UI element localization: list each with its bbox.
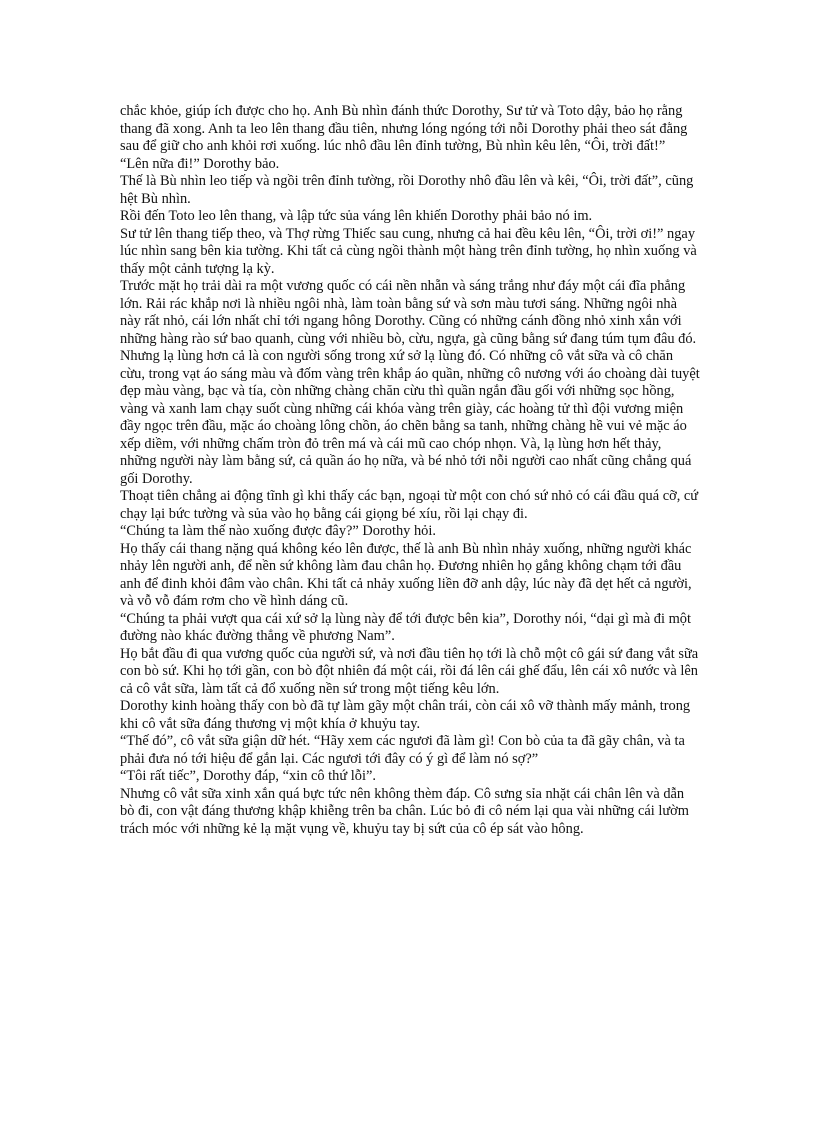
paragraph: “Chúng ta phải vượt qua cái xứ sở lạ lùng này để tới được bên kia”, Dorothy nói, “dại gì mà đi một đường nào khác đường thẳng về phương Nam”. xyxy=(120,610,691,644)
paragraph: Rồi đến Toto leo lên thang, và lập tức sủa váng lên khiến Dorothy phải bảo nó im. xyxy=(120,208,593,224)
paragraph: “Chúng ta làm thế nào xuống được đây?” Dorothy hỏi. xyxy=(120,523,436,539)
paragraph: Thế là Bù nhìn leo tiếp và ngồi trên đỉnh tường, rồi Dorothy nhô đầu lên và kêi, “Ôi, trời đất”, cũng hệt Bù nhìn. xyxy=(120,173,694,207)
paragraph: Thoạt tiên chẳng ai động tĩnh gì khi thấy các bạn, ngoại từ một con chó sứ nhỏ có cái đầu quá cỡ, cứ chạy lại bức tường và sủa vào họ bằng cái giọng bé xíu, rồi lại chạy đi. xyxy=(120,488,699,522)
paragraph: Trước mặt họ trải dài ra một vương quốc có cái nền nhẵn và sáng trắng như đáy một cái đĩa phẳng lớn. Rải rác khắp nơi là nhiều ngôi nhà, làm toàn bằng sứ và sơn màu tươi sáng. Những ngôi nhà này rất nhỏ, cái lớn nhất chỉ tới ngang hông Dorothy. Cũng có những cánh đồng nhỏ xinh xắn với những hàng rào sứ bao quanh, cùng với nhiều bò, cừu, ngựa, gà cũng bằng sứ đang túm tụm đâu đó. xyxy=(120,278,697,347)
paragraph: Họ thấy cái thang nặng quá không kéo lên được, thế là anh Bù nhìn nhảy xuống, những người khác nhảy lên người anh, để nền sứ không làm đau chân họ. Đương nhiên họ gắng không chạm tới đầu anh để đinh khỏi đâm vào chân. Khi tất cả nhảy xuống liền đỡ anh dậy, lúc này đã dẹt hết cả người, và vỗ vỗ đám rơm cho về hình dáng cũ. xyxy=(120,540,692,609)
paragraph: Nhưng lạ lùng hơn cả là con người sống trong xứ sở lạ lùng đó. Có những cô vắt sữa và cô chăn cừu, trong vạt áo sáng màu và đốm vàng trên khắp áo quần, những cô nương với áo choàng dài tuyệt đẹp màu vàng, bạc và tía, còn những chàng chăn cừu thì quần ngắn đầu gối với những sọc hồng, vàng và xanh lam chạy suốt cùng những cái khóa vàng trên giày, các hoàng tử thì đội vương miện đầy ngọc trên đầu, mặc áo choàng lông chồn, áo chẽn bằng sa tanh, những chàng hề vui vẻ mặc áo xếp diềm, với những chấm tròn đỏ trên má và cái mũ cao chóp nhọn. Và, lạ lùng hơn hết thảy, những người này làm bằng sứ, cả quần áo họ nữa, và bé nhỏ tới nỗi người cao nhất cũng chẳng quá gối Dorothy. xyxy=(120,348,700,487)
paragraph: “Lên nữa đi!” Dorothy bảo. xyxy=(120,155,280,172)
paragraph: Sư tử lên thang tiếp theo, và Thợ rừng Thiếc sau cung, nhưng cả hai đều kêu lên, “Ôi, trời ơi!” ngay lúc nhìn sang bên kia tường. Khi tất cả cùng ngồi thành một hàng trên đỉnh tường, họ nhìn xuống và thấy một cảnh tượng lạ kỳ. xyxy=(120,225,697,277)
paragraph: “Thế đó”, cô vắt sữa giận dữ hét. “Hãy xem các ngươi đã làm gì! Con bò của ta đã gãy chân, và ta phải đưa nó tới hiệu để gắn lại. Các ngươi tới đây có ý gì để làm nó sợ?” xyxy=(120,733,685,767)
paragraph: Nhưng cô vắt sữa xinh xắn quá bực tức nên không thèm đáp. Cô sưng sỉa nhặt cái chân lên và dẫn bò đi, con vật đáng thương khập khiễng trên ba chân. Lúc bỏ đi cô ném lại qua vài những cái lườm trách móc với những kẻ lạ mặt vụng về, khuỷu tay bị sứt của cô ép sát vào hông. xyxy=(120,785,689,837)
paragraph: “Tôi rất tiếc”, Dorothy đáp, “xin cô thứ lỗi”. xyxy=(120,768,376,784)
paragraph: Họ bắt đầu đi qua vương quốc của người sứ, và nơi đầu tiên họ tới là chỗ một cô gái sứ đang vắt sữa con bò sứ. Khi họ tới gần, con bò đột nhiên đá một cái, rồi đá lên cái ghế đẩu, lên cái xô nước và lên cả cô vắt sữa, làm tất cả đổ xuống nền sứ trong một tiếng kêu lớn. xyxy=(120,645,699,697)
paragraph: Dorothy kinh hoàng thấy con bò đã tự làm gãy một chân trái, còn cái xô vỡ thành mấy mảnh, trong khi cô vắt sữa đáng thương vị một khía ở khuỷu tay. xyxy=(120,698,691,732)
paragraph: chắc khỏe, giúp ích được cho họ. Anh Bù nhìn đánh thức Dorothy, Sư tử và Toto dậy, bảo họ rằng thang đã xong. Anh ta leo lên thang đầu tiên, nhưng lóng ngóng tới nỗi Dorothy phải theo sát đằng sau để giữ cho anh khỏi rơi xuống. lúc nhô đầu lên đỉnh tường, Bù nhìn kêu lên, “Ôi, trời đất!” xyxy=(120,103,688,154)
body-text xyxy=(120,103,700,838)
